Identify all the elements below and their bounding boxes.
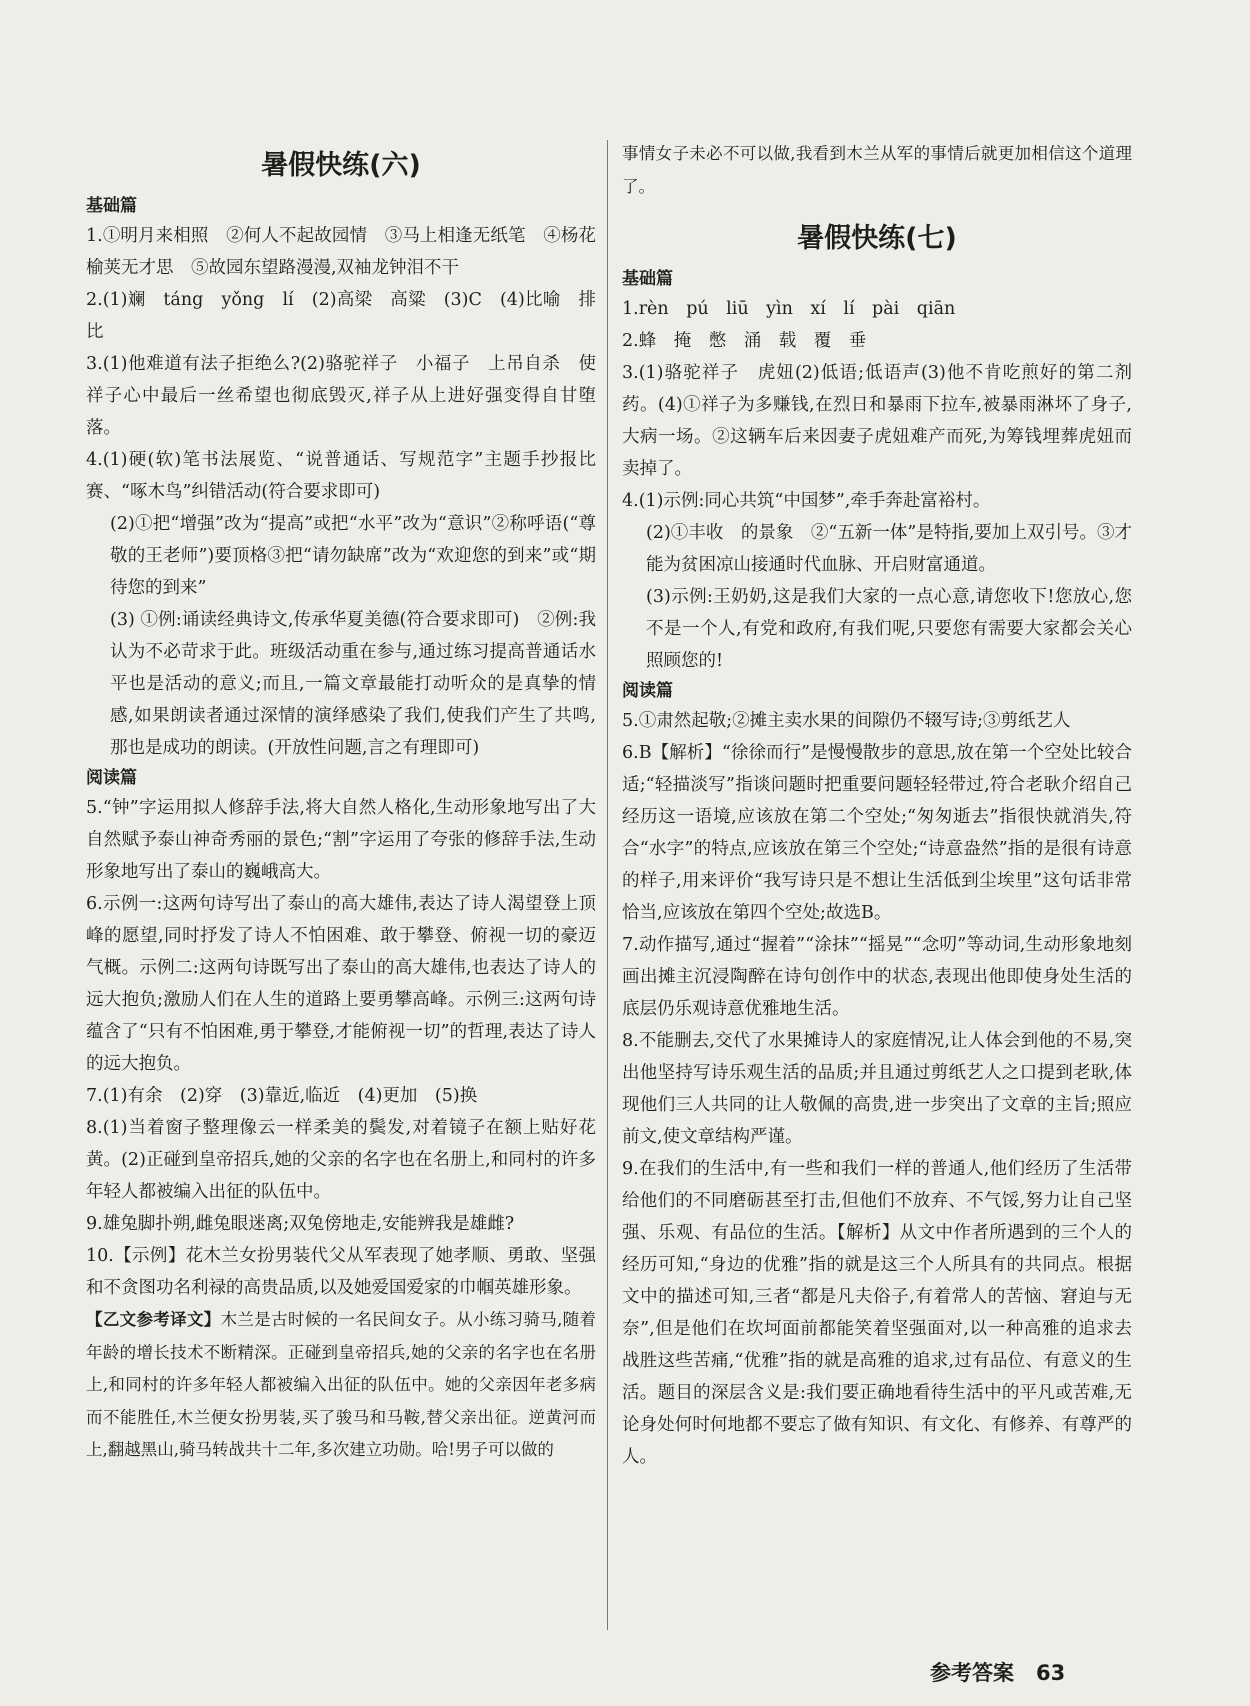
answer-6-q7: 7.(1)有余 (2)穿 (3)靠近,临近 (4)更加 (5)换 xyxy=(86,1086,478,1106)
translation-text: 木兰是古时候的一名民间女子。从小练习骑马,随着年龄的增长技术不断精深。正碰到皇帝招兵,她的父亲的名字也在名册上,和同村的许多年轻人都被编入出征的队伍中。她的父亲因年老多病而不能胜任,木兰便女扮男装,买了骏马和马鞍,替父亲出征。逆黄河而上,翻越黑山,骑马转战共十二年,多次建立功勋。哈!男子可以做的 xyxy=(86,1310,597,1459)
answer-7-q4-3: (3)示例:王奶奶,这是我们大家的一点心意,请您收下!您放心,您不是一个人,有党和政府,有我们呢,只要您有需要大家都会关心照顾您的! xyxy=(646,587,1132,671)
answer-7-q4-2: (2)①丰收 的景象 ②“五新一体”是特指,要加上双引号。③才能为贫困凉山接通时代血脉、开启财富通道。 xyxy=(646,523,1132,575)
translation-block xyxy=(86,1304,596,1467)
answer-6-q2: 2.(1)斓 táng yǒng lí (2)高梁 高粱 (3)C (4)比喻 排比 xyxy=(86,290,596,342)
page-footer xyxy=(930,1657,1065,1687)
translation-continuation: 事情女子未必不可以做,我看到木兰从军的事情后就更加相信这个道理了。 xyxy=(622,144,1132,196)
answer-7-q6: 6.B【解析】“徐徐而行”是慢慢散步的意思,放在第一个空处比较合适;“轻描淡写”指谈问题时把重要问题轻轻带过,符合老耿介绍自己经历这一语境,应该放在第二个空处;“匆匆逝去”指很快就消失,符合“水字”的特点,应该放在第三个空处;“诗意盎然”指的是很有诗意的样子,用来评价“我写诗只是不想让生活低到尘埃里”这句话非常恰当,应该放在第四个空处;故选B。 xyxy=(622,743,1132,923)
answer-6-q10: 10.【示例】花木兰女扮男装代父从军表现了她孝顺、勇敢、坚强和不贪图功名利禄的高贵品质,以及她爱国爱家的巾帼英雄形象。 xyxy=(86,1246,596,1298)
answer-6-q4-2: (2)①把“增强”改为“提高”或把“水平”改为“意识”②称呼语(“尊敬的王老师”)要顶格③把“请勿缺席”改为“欢迎您的到来”或“期待您的到来” xyxy=(110,514,596,598)
answer-6-q1: 1.①明月来相照 ②何人不起故园情 ③马上相逢无纸笔 ④杨花榆荚无才思 ⑤故园东望路漫漫,双袖龙钟泪不干 xyxy=(86,226,596,278)
answer-6-q3: 3.(1)他难道有法子拒绝么?(2)骆驼祥子 小福子 上吊自杀 使祥子心中最后一丝希望也彻底毁灭,祥子从上进好强变得自甘堕落。 xyxy=(86,354,596,438)
right-column xyxy=(622,0,1132,1473)
answer-6-q6: 6.示例一:这两句诗写出了泰山的高大雄伟,表达了诗人渴望登上顶峰的愿望,同时抒发了诗人不怕困难、敢于攀登、俯视一切的豪迈气概。示例二:这两句诗既写出了泰山的高大雄伟,也表达了诗人的远大抱负;激励人们在人生的道路上要勇攀高峰。示例三:这两句诗蕴含了“只有不怕困难,勇于攀登,才能俯视一切”的哲理,表达了诗人的远大抱负。 xyxy=(86,894,596,1074)
left-column xyxy=(86,0,596,1467)
answer-7-q3: 3.(1)骆驼祥子 虎妞(2)低语;低语声(3)他不肯吃煎好的第二剂药。(4)①祥子为多赚钱,在烈日和暴雨下拉车,被暴雨淋坏了身子,大病一场。②这辆车后来因妻子虎妞难产而死,为筹钱埋葬虎妞而卖掉了。 xyxy=(622,363,1132,479)
answer-7-q1: 1.rèn pú liū yìn xí lí pài qiān xyxy=(622,299,956,319)
answer-7-q4-1: 4.(1)示例:同心共筑“中国梦”,牵手奔赴富裕村。 xyxy=(622,491,991,511)
page-number: 63 xyxy=(1036,1661,1066,1685)
answer-6-q8: 8.(1)当着窗子整理像云一样柔美的鬓发,对着镜子在额上贴好花黄。(2)正碰到皇帝招兵,她的父亲的名字也在名册上,和同村的许多年轻人都被编入出征的队伍中。 xyxy=(86,1118,596,1202)
answer-7-q7: 7.动作描写,通过“握着”“涂抹”“摇晃”“念叨”等动词,生动形象地刻画出摊主沉浸陶醉在诗句创作中的状态,表现出他即使身处生活的底层仍乐观诗意优雅地生活。 xyxy=(622,935,1132,1019)
reading-label-7: 阅读篇 xyxy=(622,681,673,701)
answer-6-q9: 9.雄兔脚扑朔,雌兔眼迷离;双兔傍地走,安能辨我是雄雌? xyxy=(86,1214,515,1234)
answer-6-q5: 5.“钟”字运用拟人修辞手法,将大自然人格化,生动形象地写出了大自然赋予泰山神奇秀丽的景色;“割”字运用了夸张的修辞手法,生动形象地写出了泰山的巍峨高大。 xyxy=(86,798,596,882)
answer-7-q2: 2.蜂 掩 憋 涌 载 覆 垂 xyxy=(622,331,867,351)
answer-6-q4-3: (3) ①例:诵读经典诗文,传承华夏美德(符合要求即可) ②例:我认为不必苛求于此。班级活动重在参与,通过练习提高普通话水平也是活动的意义;而且,一篇文章最能打动听众的是真挚的情感,如果朗读者通过深情的演绎感染了我们,使我们产生了共鸣,那也是成功的朗读。(开放性问题,言之有理即可) xyxy=(110,610,596,758)
translation-label: 【乙文参考译文】 xyxy=(86,1310,221,1329)
section-title-7: 暑假快练(七) xyxy=(797,223,957,254)
reading-label-6: 阅读篇 xyxy=(86,768,137,788)
column-divider xyxy=(607,140,608,1630)
answer-7-q9: 9.在我们的生活中,有一些和我们一样的普通人,他们经历了生活带给他们的不同磨砺甚至打击,但他们不放弃、不气馁,努力让自己坚强、乐观、有品位的生活。【解析】从文中作者所遇到的三个人的经历可知,“身边的优雅”指的就是这三个人所具有的共同点。根据文中的描述可知,三者“都是凡夫俗子,有着常人的苦恼、窘迫与无奈”,但是他们在坎坷面前都能笑着坚强面对,以一种高雅的追求去战胜这些苦痛,“优雅”指的就是高雅的追求,过有品位、有意义的生活。题目的深层含义是:我们要正确地看待生活中的平凡或苦难,无论身处何时何地都不要忘了做有知识、有文化、有修养、有尊严的人。 xyxy=(622,1159,1132,1467)
basic-label-6: 基础篇 xyxy=(86,196,137,216)
basic-label-7: 基础篇 xyxy=(622,269,673,289)
section-title-6: 暑假快练(六) xyxy=(261,150,421,181)
answer-7-q5: 5.①肃然起敬;②摊主卖水果的间隙仍不辍写诗;③剪纸艺人 xyxy=(622,711,1071,731)
answer-6-q4-1: 4.(1)硬(软)笔书法展览、“说普通话、写规范字”主题手抄报比赛、“啄木鸟”纠错活动(符合要求即可) xyxy=(86,450,596,502)
answer-7-q8: 8.不能删去,交代了水果摊诗人的家庭情况,让人体会到他的不易,突出他坚持写诗乐观生活的品质;并且通过剪纸艺人之口提到老耿,体现他们三人共同的让人敬佩的高贵,进一步突出了文章的主旨;照应前文,使文章结构严谨。 xyxy=(622,1031,1132,1147)
footer-label: 参考答案 xyxy=(930,1661,1014,1685)
